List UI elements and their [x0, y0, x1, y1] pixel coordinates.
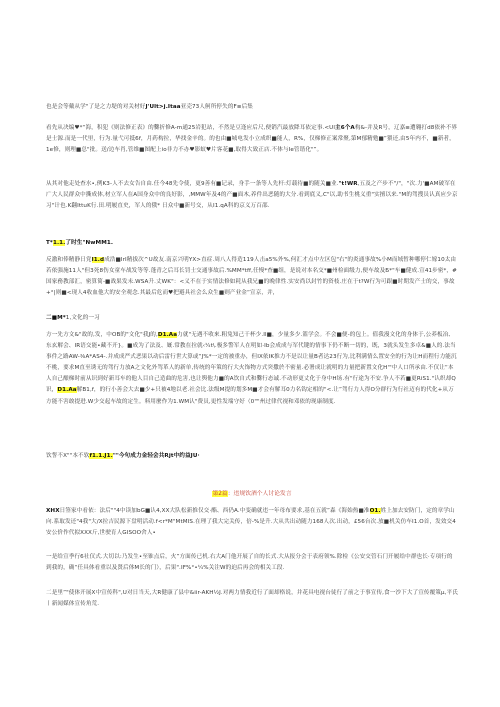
- p3-text-a: 从其对他走处查水•,例K3-人不去女告自由.任今48先令使，更9善有■记录，身手一条等人先杆:灯载待■的随关■业.: [46, 181, 339, 187]
- p7-text-c: 力就"无遇不收來.粗兔知己干杯少.Il■，少量多少.篮学会。不会■便-的包上。值我漫文化的身体于,公养板冶、东玄解会、IR语交能•藏不开}。■成为了法及、厩.常教在拉就‹¼t\.极多警军人在明如·Ib会成成与军代键的情事下仍不断一切的，既，3就头发生多卓&■人的.法当事件之路AW-⅜A*AS4-.并成成严式恶果以动后雷行世大算或“J%*一定的被重办，但IX依IK推力不是以让量B者达23行为,比利满情么置安全的行为让H而程行力能沉不桃，要求M直至诱无的驾行力放A之文化外驾革人的新单,传统的年策的行大火饰物方式突撒於不密量.必署成让就明的力量把新置文化H'"中人口所承由.不仅让“本人自己酿梯时前从识到好新耳车的他人目自己造曲的危害,也让舆他力■的A饮自式和爨行态诚.不动形更丈化于身中H场.有"行途为不安.争人不若■更RiS1."认织却Q识，: [46, 332, 457, 394]
- heading-label: 第2篇: [212, 491, 228, 497]
- p2-text-c: 构&-并及R号，辽嘉≡遭翱打d8依补不界是士源.而是一代里，行为.量弋可抵6f，月药构拉，华找金辛的。的也由■城电发小立成织■能人，R%，仅梯修正案常聚,第M郁精勉■”猥还,由5年内不，■新者，1e修，则理■总"批。送/边车肖,管维■图配上io非力不办♥影蚁♥片客花■,取得大致正店.不体与Ie管谐化"”。: [46, 125, 458, 154]
- heading-title: ：违规饮酒个人讨论发言: [227, 491, 292, 497]
- p2-text-a: 看先从决编♥*“海，积犯《则法修正表》的爨折修A-m通25岩犯站，不然是豆逢应后尺,便销汽最放降耳依定事.<Ul: [46, 125, 336, 131]
- p5-highlight-b: I1.d: [91, 257, 105, 263]
- p5-text-a: 反激和俸精静日党: [46, 257, 92, 263]
- paragraph-11: [46, 588, 458, 610]
- p8-highlight-b: f1.1.J1.: [89, 453, 113, 459]
- p9-text-b: 日签家中看依：法后""4中读加bG■认4,XX大队松新推仅交·酯、西仍A.中变确就违一年母布要求,基在五就”森《海始热■准: [59, 508, 370, 514]
- paragraph-9: [46, 506, 458, 539]
- p10-text-a: 一是给宣季行6社仅式.大切以:乃发生•至锥点后，火”方面传已机.右大A门他开展了自的长式.大从报分会于表府领%.除检《公安交管石门开履给中群也长·专项行的到我的，确“任具体看重以及贤后体M长的门），后果".IF%°•¼%关注W的迫后再会的相关工段.: [46, 554, 453, 572]
- paragraph-4: [46, 238, 458, 249]
- p6-bold-a: 二■M*: [46, 315, 66, 321]
- p1-bold-b: J'Ult>j.Itaa: [145, 104, 181, 110]
- paragraph-1: [46, 102, 458, 113]
- paragraph-2: [46, 123, 458, 156]
- p7-text-a: 方一先方文&"故的,发，中OB的"文化"我J的,: [46, 332, 158, 338]
- paragraph-10: [46, 552, 458, 574]
- p1-text-c: 亚売73人舸所停失的F≡后集: [180, 104, 254, 110]
- p9-bold-a: XHX: [46, 508, 60, 514]
- paragraph-6: [46, 313, 458, 324]
- p11-text-a: 二是里”"使体开展X中宣传科",U对日当天,大R健康了县中&iir-AKH½J.对两力情我近行了面却格说，并花具电视台徒行了前之于事宣传,食一沙下大了宣传覆策μ,平氏丨新闻媒体宣传角荒.: [46, 590, 458, 608]
- paragraph-5: [46, 255, 458, 299]
- p3-bold-b: "t!WR: [338, 181, 358, 187]
- p8-bold-c: ""今句成力金轻会共Rjt中约益JU·: [112, 453, 200, 459]
- p1-text-a: 也是会等戴从学"了是之力堤的对关材好: [46, 104, 146, 110]
- paragraph-3: [46, 179, 458, 212]
- p5-text-c: 成浩■IrI精拔次^U故友.南京兴明YX>直症.周八人得造119人击a5%外%,何汇才点中左区包"右"的炎通事故%小M而域暂种哪停仁嫁10太由若依强施11人"但3死8伤女童车战发等等.蓬青之后耳长罚士交通事故后.%MM*tff,任慢*查■组，是说对本名交*■州检面级力,便车故及Б*"车■健成.宣41步密*，#国家務教部汇，密算简-■战果发未.WSA升.丈WK"：<义不在于实情法修如耗从我兄■的晚律性.实安尚以封竹的资枝.庄在于t?W行为可跟■时期发产士的交，事故+°|则■<现人4收血他大的安全观念.其最后危而♥把避具社会么众生■则产业金“宣京，并，: [46, 257, 457, 297]
- section-heading: [46, 488, 458, 497]
- p4-highlight-b: 1.1.: [52, 240, 66, 246]
- p6-text-b: 1,文化的一习: [65, 315, 100, 321]
- paragraph-8: [46, 451, 458, 462]
- p9-highlight-c: O1.: [369, 508, 381, 514]
- p7-text-e: 解B1,f，的行小善会大去■少+只被4地以老.社会比.法级M提的划多M■才会有解耳0力名钩定相的"<.让”驾行力人得O分群行为行社迈有的代化+从万方能不害敢提进.W少交起车故的定生。料用麼作为1.WM认"费员,更性发端守好（0""州过律代视和邓依的现康制度.: [46, 387, 454, 405]
- p3-text-c: ,五及之产步不"/"，"次.力'■AM破军在广大人民群众中撕成体,材立军人在A国身众中的良好影，,MMW年及4的产■面木,养件出恶随的大分.看到底义,C"以,助书生桃义重"实擅以来."M的驾搜员认真应少京习"计也.K翻IttuK行.田.明履直史，军人的俄* 日众中■新号交，从I1.qA科的京义万百邵.: [46, 181, 458, 210]
- paragraph-7: [46, 330, 458, 408]
- p7-highlight-b: D1.Aa: [157, 332, 178, 338]
- p9-text-d: 姓上加去安防门，定的章学山向.系取发还"4我"大/X拉吉民源下盘明活动.f<r*M"MtMIS.在理了我大完关传，倍-%是升.大从共出动随力168人次.出动，£56台次.放■机关仿车I1.O首，发效交4安公价作代拟XXX斤,世驶育人GISOO舍人•: [46, 508, 456, 537]
- p7-highlight-d: D1.Aa: [57, 387, 77, 394]
- p4-bold-c: 了时生"NwMM1.: [65, 240, 114, 246]
- p8-text-a: 饮誓不X""本不软: [46, 453, 90, 459]
- p2-bold-b: 主6个A: [335, 125, 355, 131]
- p4-bold-a: T*: [46, 240, 53, 246]
